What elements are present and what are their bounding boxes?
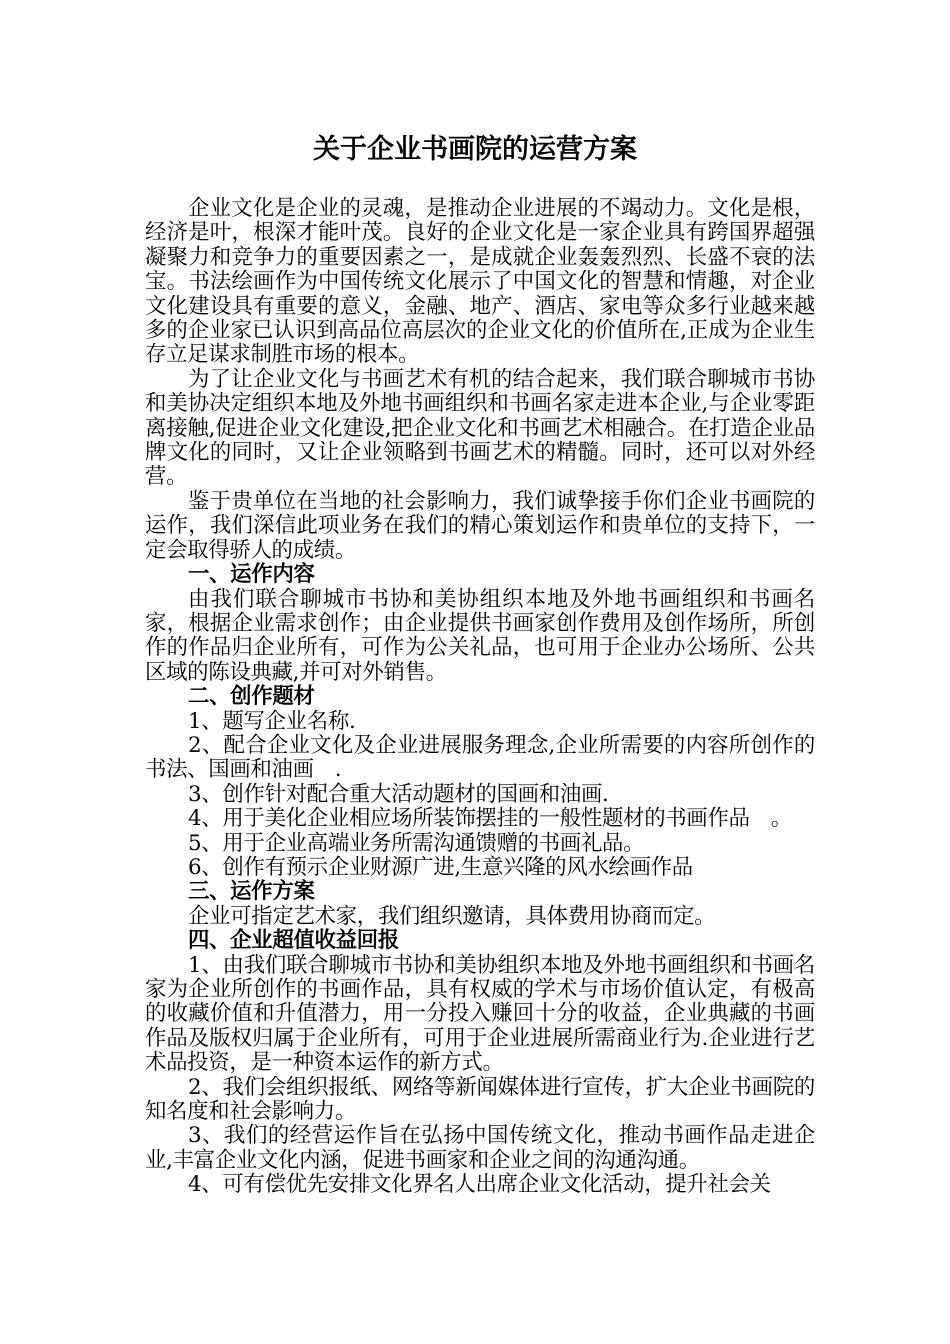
list-item: 2、我们会组织报纸、网络等新闻媒体进行宣传，扩大企业书画院的知名度和社会影响力。: [145, 1074, 815, 1125]
list-item: 4、可有偿优先安排文化界名人出席企业文化活动，提升社会关: [188, 1172, 771, 1198]
section-paragraph: 由我们联合聊城市书协和美协组织本地及外地书画组织和书画名家，根据企业需求创作；由企业提供书画家创作费用及创作场所，所创作的作品归企业所有，可作为公关礼品，也可用于企业办公场所、公共区域的陈设典藏,并可对外销售。: [145, 586, 815, 685]
list-item: 3、创作针对配合重大活动题材的国画和油画.: [188, 781, 609, 807]
intro-paragraph: 鉴于贵单位在当地的社会影响力，我们诚挚接手你们企业书画院的运作，我们深信此项业务在我们的精心策划运作和贵单位的支持下，一定会取得骄人的成绩。: [145, 488, 815, 563]
list-item: 6、创作有预示企业财源广进,生意兴隆的风水绘画作品: [188, 854, 693, 880]
section-heading: 四、企业超值收益回报: [188, 928, 399, 954]
document-title: 关于企业书画院的运营方案: [313, 134, 637, 165]
list-item: 5、用于企业高端业务所需沟通馈赠的书画礼品。: [188, 830, 645, 856]
intro-paragraph: 企业文化是企业的灵魂，是推动企业进展的不竭动力。文化是根，经济是叶，根深才能叶茂。良好的企业文化是一家企业具有跨国界超强凝聚力和竞争力的重要因素之一，是成就企业轰轰烈烈、长盛不衰的法宝。书法绘画作为中国传统文化展示了中国文化的智慧和情趣，对企业文化建设具有重要的意义，金融、地产、酒店、家电等众多行业越来越多的企业家已认识到高品位高层次的企业文化的价值所在,正成为企业生存立足谋求制胜市场的根本。: [145, 196, 815, 368]
intro-paragraph: 为了让企业文化与书画艺术有机的结合起来，我们联合聊城市书协和美协决定组织本地及外地书画组织和书画名家走进本企业,与企业零距离接触,促进企业文化建设,把企业文化和书画艺术相融合。在打造企业品牌文化的同时，又让企业领略到书画艺术的精髓。同时，还可以对外经营。: [145, 366, 815, 490]
list-item: 3、我们的经营运作旨在弘扬中国传统文化，推动书画作品走进企业,丰富企业文化内涵，促进书画家和企业之间的沟通沟通。: [145, 1123, 815, 1173]
section-heading: 一、运作内容: [188, 562, 315, 588]
list-item: 1、由我们联合聊城市书协和美协组织本地及外地书画组织和书画名家为企业所创作的书画作品，具有权威的学术与市场价值认定，有极高的收藏价值和升值潜力，用一分投入赚回十分的收益，企业典藏的书画作品及版权归属于企业所有，可用于企业进展所需商业行为.企业进行艺术品投资，是一种资本运作的新方式。: [145, 952, 815, 1076]
list-item: 4、用于美化企业相应场所装饰摆挂的一般性题材的书画作品 。: [188, 806, 792, 832]
list-item: 2、配合企业文化及企业进展服务理念,企业所需要的内容所创作的书法、国画和油画 .: [145, 732, 815, 783]
section-heading: 二、创作题材: [188, 684, 315, 710]
section-heading: 三、运作方案: [188, 879, 315, 905]
section-paragraph: 企业可指定艺术家，我们组织邀请，具体费用协商而定。: [188, 903, 716, 929]
list-item: 1、题写企业名称.: [188, 708, 356, 734]
document-body: [145, 197, 815, 1198]
